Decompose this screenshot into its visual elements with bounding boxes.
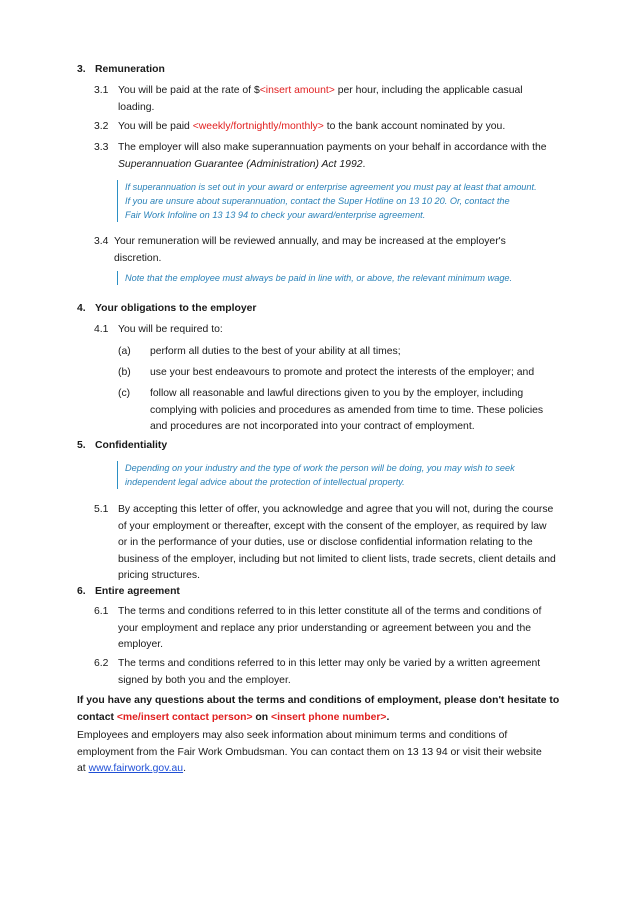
clause-4-1-c: (c) follow all reasonable and lawful directions given to you by the employer, including complying with policies and procedures as amended from time to time. These policies and procedures are not incorporated into your contract of employment.	[118, 388, 544, 432]
guidance-note-minimum-wage: Note that the employee must always be paid in line with, or above, the relevant minimum wage.	[117, 271, 555, 285]
placeholder-contact-person: <me/insert contact person>	[116, 711, 253, 723]
section-heading-confidentiality: 5. Confidentiality	[77, 440, 168, 451]
clause-4-1: 4.1 You will be required to:	[94, 324, 223, 335]
clause-3-1: 3.1 You will be paid at the rate of $<insert amount> per hour, including the applicable casual loading.	[94, 85, 523, 113]
clause-3-2: 3.2 You will be paid <weekly/fortnightly/monthly> to the bank account nominated by you.	[94, 121, 506, 132]
clause-4-1-b: (b) use your best endeavours to promote and protect the interests of the employer; and	[118, 367, 535, 378]
clause-3-4: 3.4 Your remuneration will be reviewed annually, and may be increased at the employer's discretion.	[94, 236, 506, 264]
clause-6-1: 6.1 The terms and conditions referred to in this letter constitute all of the terms and conditions of your employment and replace any prior understanding or agreement between you and the employer.	[94, 606, 542, 650]
clause-6-2: 6.2 The terms and conditions referred to in this letter may only be varied by a written agreement signed by both you and the employer.	[94, 658, 541, 686]
section-heading-entire-agreement: 6. Entire agreement	[77, 586, 180, 597]
section-title: Entire agreement	[95, 586, 180, 597]
guidance-note-superannuation: If superannuation is set out in your award or enterprise agreement you must pay at least that amount. If you are unsure about superannuation, contact the Super Hotline on 13 10 20. Or, contact the Fair Work Infoline on 13 13 94 to check your award/enterprise agreement.	[117, 180, 555, 222]
closing-paragraph: If you have any questions about the terms and conditions of employment, please don't hesitate to contact <me/insert contact person> on <insert phone number>.	[77, 695, 560, 723]
section-heading-obligations: 4. Your obligations to the employer	[77, 303, 257, 314]
section-title: Your obligations to the employer	[95, 303, 257, 314]
placeholder-phone-number: <insert phone number>	[271, 711, 387, 723]
clause-4-1-a: (a) perform all duties to the best of your ability at all times;	[118, 346, 401, 357]
placeholder-amount: <insert amount>	[259, 85, 335, 96]
fair-work-paragraph: Employees and employers may also seek information about minimum terms and conditions of employment from the Fair Work Ombudsman. You can contact them on 13 13 94 or visit their website at www.fairwork.gov.au.	[77, 730, 542, 774]
clause-3-3: 3.3 The employer will also make superannuation payments on your behalf in accordance with the Superannuation Guarantee (Administration) Act 1992.	[94, 142, 547, 170]
guidance-note-ip: Depending on your industry and the type of work the person will be doing, you may wish to seek independent legal advice about the protection of intellectual property.	[117, 461, 555, 489]
fairwork-website-link[interactable]: www.fairwork.gov.au	[88, 763, 184, 774]
section-heading-remuneration: 3. Remuneration	[77, 64, 165, 75]
act-name: Superannuation Guarantee (Administration) Act 1992	[118, 158, 363, 170]
section-title: Remuneration	[95, 64, 165, 75]
section-title: Confidentiality	[95, 440, 168, 451]
placeholder-pay-frequency: <weekly/fortnightly/monthly>	[192, 121, 324, 132]
clause-5-1: 5.1 By accepting this letter of offer, you acknowledge and agree that you will not, during the course of your employment or thereafter, except with the consent of the employer, as required by law or in the performance of your duties, use or disclose confidential information relating to the business of the employer, including but not limited to client lists, trade secrets, client details and pricing structures.	[94, 504, 556, 581]
